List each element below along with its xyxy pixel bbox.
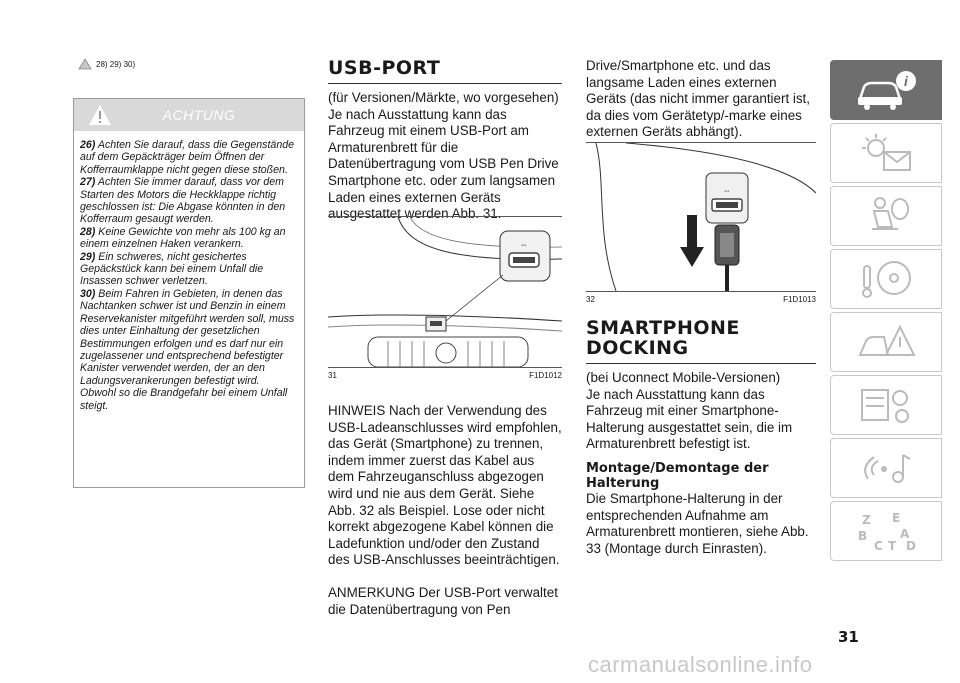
warning-item	[80, 139, 298, 176]
mounting-instructions: Die Smartphone-Halterung in der entsprechenden Aufnahme am Armaturenbrett montieren, siehe Abb. 33 (Montage durch Einrasten).	[586, 490, 809, 556]
tab-alphabet-index[interactable]	[830, 501, 942, 561]
usb-section-title: USB-PORT	[328, 58, 562, 84]
svg-text:i: i	[904, 73, 908, 89]
warning-item-text: Beim Fahren in Gebieten, in denen das Nachtanken schwer ist und Benzin in einem Reservekanister mitgeführt werden soll, muss dies unter Einhaltung der gesetzlichen Bestimmungen erfolgen und es darf nur ein zugelassener und entsprechend befestigter Kanister verwendet werden, der an den Ladungsverankerungen befestigt wird. Obwohl so die Brandgefahr bei einem Unfall steigt.	[80, 287, 295, 412]
reference-numbers: 28) 29) 30)	[96, 59, 136, 69]
usb-availability-note: (für Versionen/Märkte, wo vorgesehen)	[328, 90, 559, 105]
warning-road-icon	[854, 319, 918, 365]
watermark: carmanualsonline.info	[588, 652, 813, 677]
unplug-cable-illustration	[586, 143, 816, 291]
warning-item	[80, 251, 298, 288]
figure-number: 31	[328, 371, 337, 380]
continued-text	[586, 58, 816, 141]
usb-port-dashboard-illustration	[328, 217, 562, 367]
mounting-subtitle: Montage/Demontage der Halterung	[586, 460, 769, 491]
airbag-seat-icon	[854, 193, 918, 239]
warning-item-number: 30)	[80, 287, 96, 300]
usb-description: Je nach Ausstattung kann das Fahrzeug mit einem USB-Port am Armaturenbrett für die Datenübertragung vom USB Pen Drive Smartphone etc. oder zum langsamen Laden eines externen Geräts ausgestattet werden Abb. 31.	[328, 106, 559, 222]
alphabet-index-icon	[854, 508, 918, 554]
tab-airbag-seat[interactable]	[830, 186, 942, 246]
smartphone-docking-title: SMARTPHONE DOCKING	[586, 318, 816, 364]
chapter-tabs	[830, 60, 942, 564]
usb-notes	[328, 403, 562, 618]
svg-text:C: C	[874, 539, 883, 553]
usb-column	[328, 58, 562, 223]
tab-steering-key[interactable]	[830, 249, 942, 309]
warning-title: ACHTUNG	[162, 107, 236, 123]
smartphone-docking-section	[586, 318, 816, 557]
svg-text:A: A	[900, 527, 910, 541]
warning-item	[80, 288, 298, 412]
warning-triangle-icon	[78, 58, 92, 70]
gears-tools-icon	[854, 382, 918, 428]
warning-item-text: Achten Sie darauf, dass die Gegenstände auf dem Gepäckträger beim Öffnen der Kofferraumklappe nicht gegen diese stoßen.	[80, 139, 294, 176]
svg-text:⇔: ⇔	[723, 186, 731, 195]
tab-car-info[interactable]	[830, 60, 942, 120]
warning-box	[73, 98, 305, 488]
figure-code: F1D1012	[529, 371, 562, 380]
svg-text:⇔: ⇔	[520, 240, 528, 249]
figure-number: 32	[586, 295, 595, 304]
figure-31	[328, 216, 562, 368]
anmerkung-paragraph: ANMERKUNG Der USB-Port verwaltet die Datenübertragung von Pen	[328, 584, 558, 617]
page-number: 31	[838, 628, 859, 646]
warning-item	[80, 226, 298, 251]
tab-gears-tools[interactable]	[830, 375, 942, 435]
warning-body	[74, 131, 304, 412]
warning-item-text: Ein schweres, nicht gesichertes Gepäckstück kann bei einem Unfall die Insassen schwer verletzen.	[80, 250, 264, 288]
warning-item	[80, 176, 298, 226]
docking-description: Je nach Ausstattung kann das Fahrzeug mit einer Smartphone-Halterung ausgestattet sein, die im Armaturenbrett befestigt ist.	[586, 386, 793, 452]
lights-mail-icon	[854, 130, 918, 176]
warning-item-number: 29)	[80, 250, 96, 263]
docking-availability-note: (bei Uconnect Mobile-Versionen)	[586, 370, 781, 385]
warning-item-number: 27)	[80, 176, 96, 189]
car-info-icon	[854, 67, 918, 113]
svg-text:Z: Z	[862, 513, 871, 527]
figure-code: F1D1013	[783, 295, 816, 304]
tab-multimedia[interactable]	[830, 438, 942, 498]
figure-32-caption	[586, 295, 816, 304]
svg-text:T: T	[888, 539, 897, 553]
svg-text:B: B	[858, 529, 868, 543]
figure-32	[586, 142, 816, 292]
multimedia-icon	[854, 445, 918, 491]
figure-31-caption	[328, 371, 562, 380]
warning-item-number: 26)	[80, 139, 96, 151]
usb-continuation: Drive/Smartphone etc. und das langsame Laden eines externen Geräts (das nicht immer garantiert ist, da dies vom Gerätetyp/-marke eines externen Geräts abhängt).	[586, 58, 810, 140]
reference-markers	[78, 58, 135, 70]
tab-lights-mail[interactable]	[830, 123, 942, 183]
hinweis-paragraph: HINWEIS Nach der Verwendung des USB-Ladeanschlusses wird empfohlen, das Gerät (Smartphone) zu trennen, indem immer zuerst das Kabel aus dem Fahrzeuganschluss abgezogen wird und nie aus dem Gerät. Siehe Abb. 32 als Beispiel. Lose oder nicht korrekt abgezogene Kabel können die Ladefunktion und/oder den Zustand des USB-Anschlusses beeinträchtigen.	[328, 403, 562, 568]
steering-key-icon	[854, 256, 918, 302]
tab-warning-road[interactable]	[830, 312, 942, 372]
svg-text:E: E	[892, 511, 901, 525]
warning-header	[74, 99, 304, 131]
warning-item-number: 28)	[80, 225, 96, 238]
warning-item-text: Achten Sie immer darauf, dass vor dem Starten des Motors die Heckklappe richtig geschlossen ist: Die Abgase könnten in den Kofferraum gesaugt werden.	[80, 176, 286, 226]
warning-item-text: Keine Gewichte von mehr als 100 kg an einem einzelnen Haken verankern.	[80, 225, 286, 251]
svg-text:D: D	[906, 539, 916, 553]
